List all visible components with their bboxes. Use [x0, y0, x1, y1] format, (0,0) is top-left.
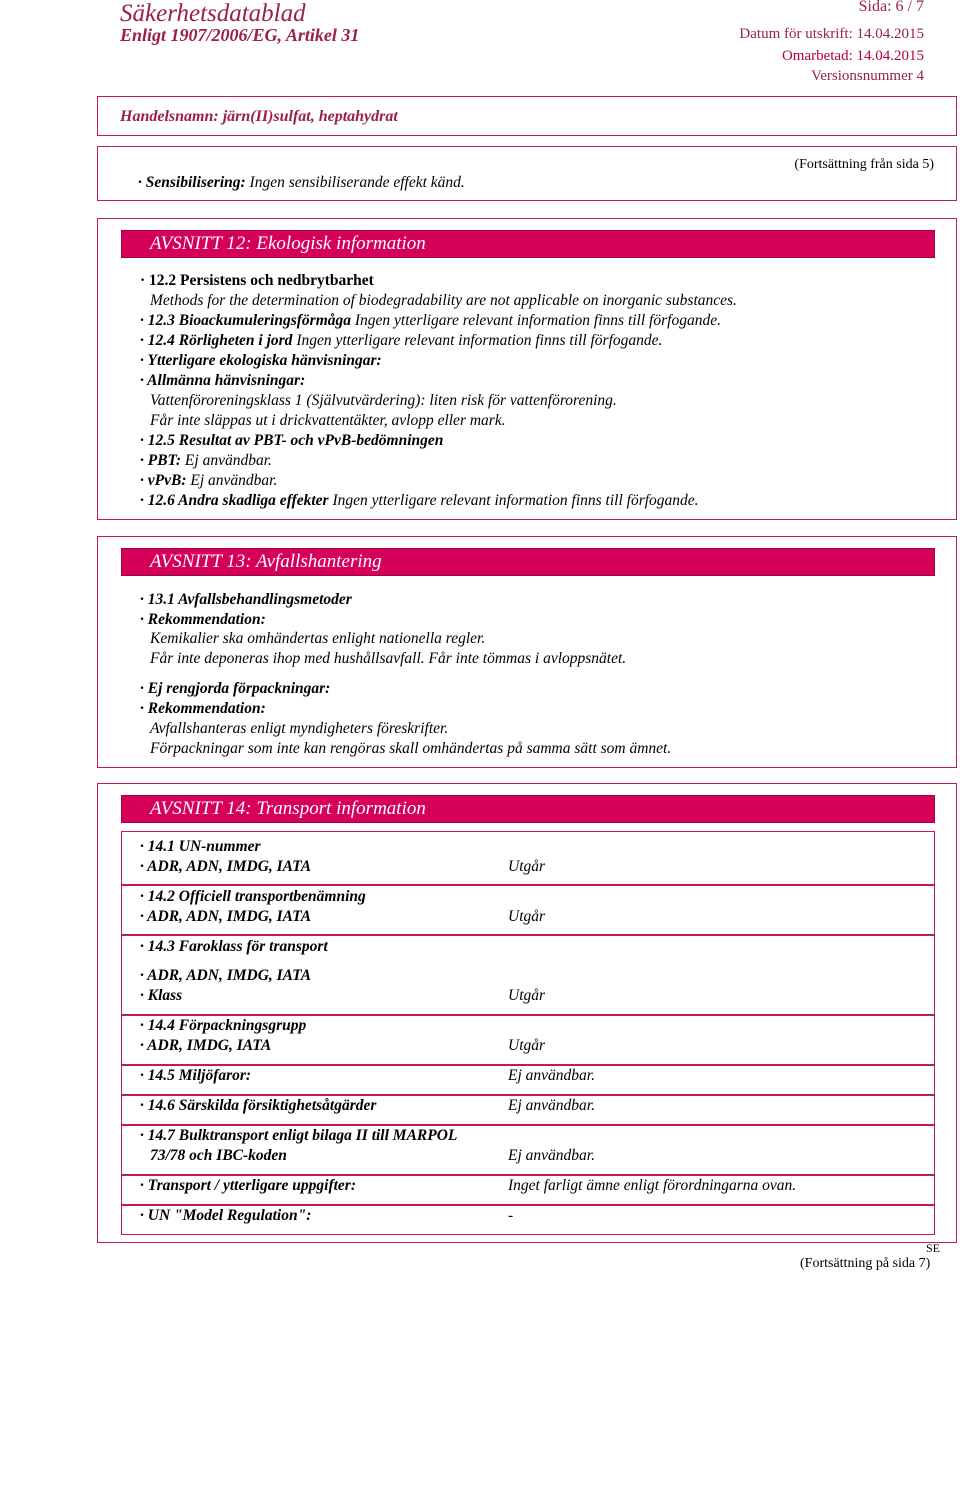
- page-number: Sida: 6 / 7: [858, 0, 924, 15]
- s14-env-label: · 14.5 Miljöfaror:: [140, 1067, 252, 1084]
- s14-class-value: Utgår: [508, 987, 546, 1004]
- s12-further-ecological: · Ytterligare ekologiska hänvisningar:: [140, 352, 382, 369]
- regulation-subtitle: Enligt 1907/2006/EG, Artikel 31: [120, 25, 360, 45]
- s14-un-model-value: -: [508, 1207, 514, 1224]
- s12-general-notes: · Allmänna hänvisningar:: [140, 372, 306, 389]
- s12-persistence: · 12.2 Persistens och nedbrytbarhet: [140, 272, 374, 289]
- s14-precautions-label: · 14.6 Särskilda försiktighetsåtgärder: [140, 1097, 377, 1114]
- s12-no-release: Får inte släppas ut i drickvattentäkter, avlopp eller mark.: [150, 412, 506, 429]
- s14-class-label: · Klass: [140, 987, 183, 1004]
- s14-un-number-label: · ADR, ADN, IMDG, IATA: [140, 858, 312, 875]
- s14-shipping-name-heading: · 14.2 Officiell transportbenämning: [140, 888, 366, 905]
- s13-recommendation-2: · Rekommendation:: [140, 700, 266, 717]
- s13-packaging-disposal: Förpackningar som inte kan rengöras skall omhändertas på samma sätt som ämnet.: [150, 740, 672, 757]
- revised-date: Omarbetad: 14.04.2015: [781, 48, 924, 64]
- s13-waste-methods: · 13.1 Avfallsbehandlingsmetoder: [140, 591, 352, 608]
- s14-packing-group-value: Utgår: [508, 1037, 546, 1054]
- s14-un-number-heading: · 14.1 UN-nummer: [140, 838, 261, 855]
- sensitization-line: · Sensibilisering: Ingen sensibiliserande effekt känd.: [138, 174, 465, 191]
- s14-bulk-label-2: 73/78 och IBC-koden: [150, 1147, 287, 1164]
- s12-bioaccumulation: · 12.3 Bioackumuleringsförmåga Ingen ytterligare relevant information finns till förfogande.: [140, 312, 721, 329]
- s12-biodegradability: Methods for the determination of biodegradability are not applicable on inorganic substances.: [150, 292, 737, 309]
- s13-recommendation: · Rekommendation:: [140, 611, 266, 628]
- s14-env-value: Ej användbar.: [508, 1067, 595, 1084]
- s12-water-hazard: Vattenföroreningsklass 1 (Självutvärdering): liten risk för vattenförorening.: [150, 392, 617, 409]
- s14-bulk-value: Ej användbar.: [508, 1147, 595, 1164]
- print-date: Datum för utskrift: 14.04.2015: [739, 26, 924, 42]
- s13-authority-rules: Avfallshanteras enligt myndigheters föreskrifter.: [150, 720, 449, 737]
- s14-shipping-name-label: · ADR, ADN, IMDG, IATA: [140, 908, 312, 925]
- continued-on: (Fortsättning på sida 7): [800, 1256, 931, 1271]
- s14-precautions-value: Ej användbar.: [508, 1097, 595, 1114]
- s14-packing-group-heading: · 14.4 Förpackningsgrupp: [140, 1017, 307, 1034]
- trade-name-box: [97, 96, 957, 136]
- s12-pbt: · PBT: Ej användbar.: [140, 452, 272, 469]
- trade-name: Handelsnamn: järn(II)sulfat, heptahydrat: [120, 108, 398, 125]
- version-number: Versionsnummer 4: [811, 68, 924, 84]
- section-14-heading: AVSNITT 14: Transport information: [121, 795, 935, 823]
- s14-un-number-value: Utgår: [508, 858, 546, 875]
- s13-no-household: Får inte deponeras ihop med hushållsavfall. Får inte tömmas i avloppsnätet.: [150, 650, 627, 667]
- s12-vpvb: · vPvB: Ej användbar.: [140, 472, 278, 489]
- section-13-heading: AVSNITT 13: Avfallshantering: [121, 548, 935, 576]
- section-12-heading: AVSNITT 12: Ekologisk information: [121, 230, 935, 258]
- continuation-box: [97, 146, 957, 201]
- s12-soil-mobility: · 12.4 Rörligheten i jord Ingen ytterligare relevant information finns till förfogande.: [140, 332, 663, 349]
- s14-hazard-class-heading: · 14.3 Faroklass för transport: [140, 938, 328, 955]
- s12-other-effects: · 12.6 Andra skadliga effekter Ingen ytterligare relevant information finns till förfogande.: [140, 492, 699, 509]
- s14-un-model-label: · UN "Model Regulation":: [140, 1207, 312, 1224]
- s14-shipping-name-value: Utgår: [508, 908, 546, 925]
- s14-transport-value: Inget farligt ämne enligt förordningarna ovan.: [508, 1177, 797, 1194]
- s13-uncleaned-packaging: · Ej rengjorda förpackningar:: [140, 680, 331, 697]
- s12-pbt-assessment: · 12.5 Resultat av PBT- och vPvB-bedömningen: [140, 432, 444, 449]
- s14-bulk-label-1: · 14.7 Bulktransport enligt bilaga II till MARPOL: [140, 1127, 458, 1144]
- language-code: SE: [926, 1241, 941, 1255]
- s13-national-rules: Kemikalier ska omhändertas enlight nationella regler.: [150, 630, 486, 647]
- document-title: Säkerhetsdatablad: [120, 0, 306, 27]
- s14-transport-label: · Transport / ytterligare uppgifter:: [140, 1177, 356, 1194]
- continued-from: (Fortsättning från sida 5): [794, 157, 934, 172]
- s14-packing-group-label: · ADR, IMDG, IATA: [140, 1037, 272, 1054]
- s14-hazard-class-label: · ADR, ADN, IMDG, IATA: [140, 967, 312, 984]
